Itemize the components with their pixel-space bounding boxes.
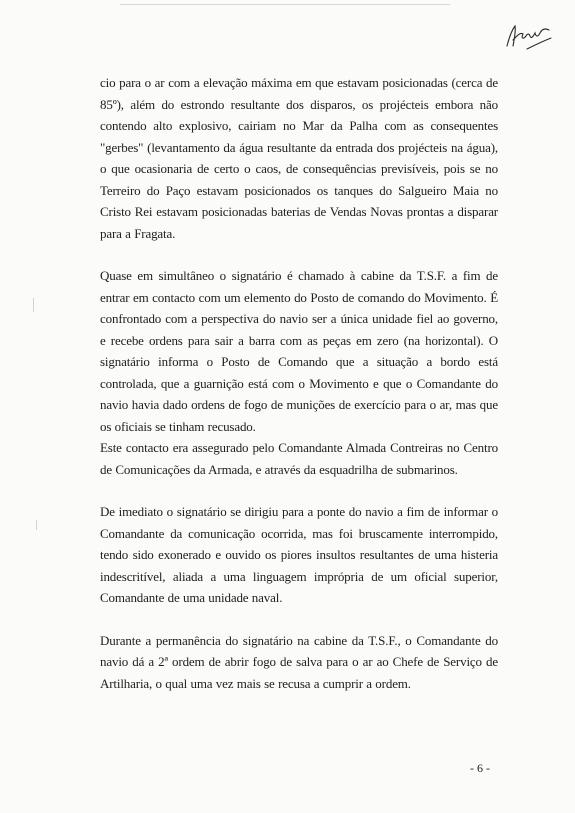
scan-speck [33,298,34,312]
paragraph-second-order: Durante a permanência do signatário na cabine da T.S.F., o Comandante do navio dá a 2ª ordem de abrir fogo de salva para o ar ao Chefe de Serviço de Artilharia, o qual uma vez mais se recusa a cumprir a ordem. [100,632,498,691]
document-body [100,72,498,694]
handwritten-initials-signature [503,18,555,54]
paragraph-continuation: cio para o ar com a elevação máxima em que estavam posicionadas (cerca de 85º), além do estrondo resultante dos disparos, os projécteis embora não contendo alto explosivo, cairiam no Mar da Palha com as consequentes "gerbes" (levantamento da água resultante da entrada dos projécteis na água), o que ocasionaria de certo o caos, de consequências previsíveis, pois se no Terreiro do Paço estavam posicionados os tanques do Salgueiro Maia no Cristo Rei estavam posicionadas baterias de Vendas Novas prontas a disparar para a Fragata. [100,75,498,241]
paragraph-bridge: De imediato o signatário se dirigiu para a ponte do navio a fim de informar o Comandante da comunicação ocorrida, mas foi bruscamente interrompido, tendo sido exonerado e ouvido os piores insultos resultantes de uma histeria indescritível, aliada a uma linguagem imprópria de um oficial superior, Comandante de uma unidade naval. [100,504,498,605]
page-number: - 6 - [470,761,490,775]
paragraph-tsf-call: Quase em simultâneo o signatário é chamado à cabine da T.S.F. a fim de entrar em contacto com um elemento do Posto de comando do Movimento. É confrontado com a perspectiva do navio ser a única unidade fiel ao governo, e recebe ordens para sair a barra com as peças em zero (na horizontal). O signatário informa o Posto de Comando que a situação a bordo está controlada, que a guarnição está com o Movimento e que o Comandante do navio havia dado ordens de fogo de munições de exercício para o ar, mas que os oficiais se tinham recusado. [100,268,498,434]
paragraph-contact: Este contacto era assegurado pelo Comandante Almada Contreiras no Centro de Comunicações da Armada, e através da esquadrilha de submarinos. [100,440,498,477]
scan-speck [36,520,37,530]
scan-top-edge [120,4,450,5]
